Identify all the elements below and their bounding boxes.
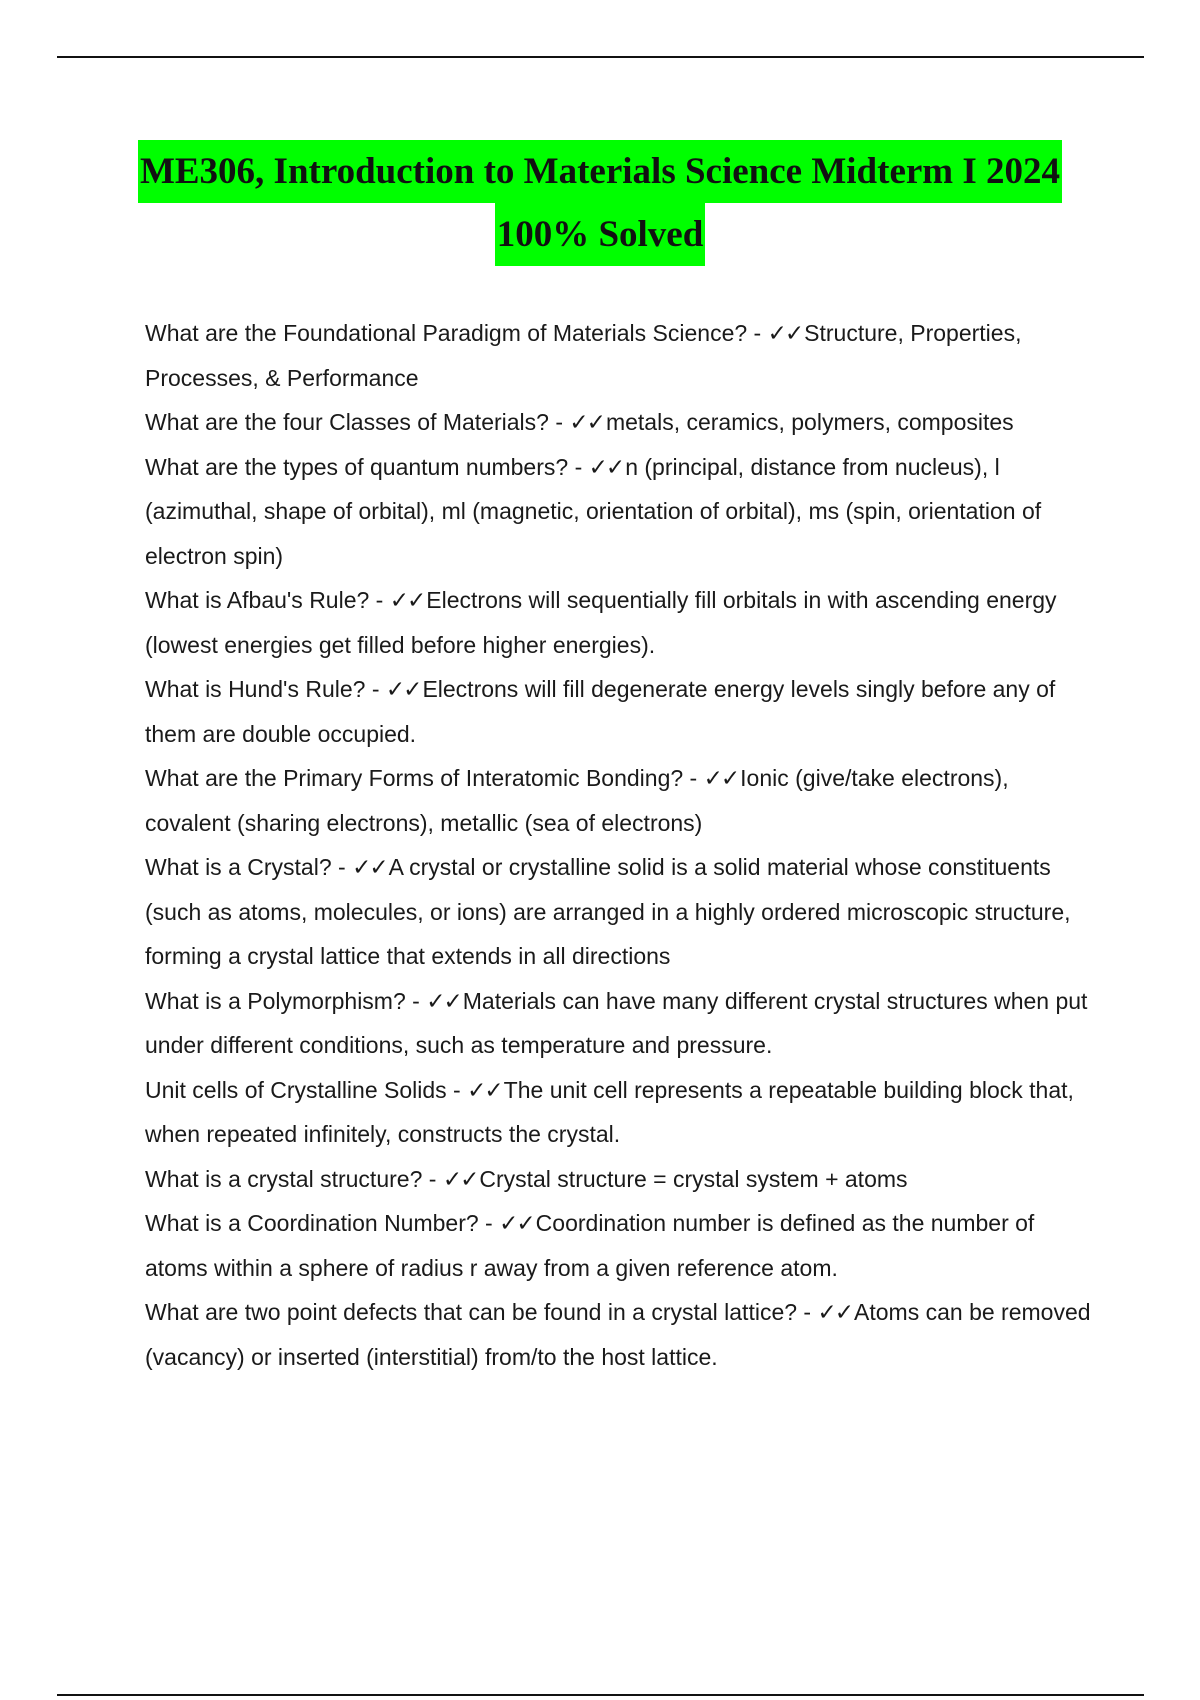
answer: Atoms can be removed (vacancy) or inserted (interstitial) from/to the host lattice. <box>145 1299 1091 1370</box>
answer: Electrons will fill degenerate energy levels singly before any of them are double occupied. <box>145 676 1056 747</box>
qa-item: What is a Crystal? - ✓✓A crystal or crystalline solid is a solid material whose constituents (such as atoms, molecules, or ions) are arranged in a highly ordered microscopic structure, forming a crystal lattice that extends in all directions <box>145 854 1071 969</box>
qa-item: What are the types of quantum numbers? - ✓✓n (principal, distance from nucleus), l (azimuthal, shape of orbital), ml (magnetic, orientation of orbital), ms (spin, orientation of electron spin) <box>145 453 1042 569</box>
qa-item: What is Hund's Rule? - ✓✓Electrons will fill degenerate energy levels singly before any of them are double occupied. <box>145 676 1056 747</box>
answer: metals, ceramics, polymers, composites <box>605 409 1014 435</box>
qa-item: What are the four Classes of Materials? - ✓✓metals, ceramics, polymers, composites <box>145 409 1014 435</box>
question: What is a Crystal? <box>145 854 332 880</box>
check-icon: ✓✓ <box>588 453 624 480</box>
question: What is Hund's Rule? <box>145 676 366 702</box>
qa-item: What are the Foundational Paradigm of Materials Science? - ✓✓Structure, Properties, Processes, & Performance <box>145 320 1022 391</box>
check-icon: ✓✓ <box>426 987 461 1014</box>
check-icon: ✓✓ <box>352 854 387 880</box>
check-icon: ✓✓ <box>467 1076 502 1103</box>
check-icon: ✓✓ <box>442 1165 478 1192</box>
qa-list <box>145 311 1095 1379</box>
qa-item: What is a crystal structure? - ✓✓Crystal structure = crystal system + atoms <box>145 1165 908 1192</box>
check-icon: ✓✓ <box>385 676 421 702</box>
question: What are the Foundational Paradigm of Materials Science? <box>145 320 748 346</box>
check-icon: ✓✓ <box>389 587 425 613</box>
document-title <box>0 140 1200 266</box>
answer: The unit cell represents a repeatable building block that, when repeated infinitely, constructs the crystal. <box>145 1076 1074 1147</box>
question: Unit cells of Crystalline Solids <box>145 1076 447 1103</box>
check-icon: ✓✓ <box>703 765 739 791</box>
answer: Ionic (give/take electrons), covalent (sharing electrons), metallic (sea of electrons) <box>145 765 1009 836</box>
question: What are two point defects that can be found in a crystal lattice? <box>145 1299 798 1325</box>
answer: Materials can have many different crystal structures when put under different conditions, such as temperature and pressure. <box>145 987 1088 1058</box>
answer: n (principal, distance from nucleus), l (azimuthal, shape of orbital), ml (magnetic, orientation of orbital), ms (spin, orientation of electron spin) <box>145 453 1042 569</box>
check-icon: ✓✓ <box>767 320 803 346</box>
question: What is a Coordination Number? <box>145 1210 479 1236</box>
title-line-2: 100% Solved <box>495 203 706 266</box>
question: What is a crystal structure? <box>145 1165 423 1192</box>
top-rule <box>57 56 1144 58</box>
qa-item: Unit cells of Crystalline Solids - ✓✓The unit cell represents a repeatable building block that, when repeated infinitely, constructs the crystal. <box>145 1076 1074 1147</box>
title-line-1: ME306, Introduction to Materials Science Midterm I 2024 <box>138 140 1062 203</box>
answer: Structure, Properties, Processes, & Performance <box>145 320 1022 391</box>
qa-item: What are two point defects that can be found in a crystal lattice? - ✓✓Atoms can be removed (vacancy) or inserted (interstitial) from/to the host lattice. <box>145 1299 1091 1370</box>
qa-item: What is a Polymorphism? - ✓✓Materials can have many different crystal structures when put under different conditions, such as temperature and pressure. <box>145 987 1088 1058</box>
check-icon: ✓✓ <box>569 409 604 435</box>
answer: Electrons will sequentially fill orbitals in with ascending energy (lowest energies get filled before higher energies). <box>145 587 1057 658</box>
qa-item: What is Afbau's Rule? - ✓✓Electrons will sequentially fill orbitals in with ascending energy (lowest energies get filled before higher energies). <box>145 587 1057 658</box>
question: What are the four Classes of Materials? <box>145 409 549 435</box>
bottom-rule <box>57 1694 1144 1696</box>
answer: A crystal or crystalline solid is a solid material whose constituents (such as atoms, molecules, or ions) are arranged in a highly ordered microscopic structure, forming a crystal lattice that extends in all directions <box>145 854 1071 969</box>
check-icon: ✓✓ <box>817 1299 853 1325</box>
question: What is a Polymorphism? <box>145 987 406 1014</box>
check-icon: ✓✓ <box>499 1210 534 1236</box>
qa-item: What are the Primary Forms of Interatomic Bonding? - ✓✓Ionic (give/take electrons), covalent (sharing electrons), metallic (sea of electrons) <box>145 765 1009 836</box>
question: What is Afbau's Rule? <box>145 587 370 613</box>
question: What are the Primary Forms of Interatomic Bonding? <box>145 765 684 791</box>
answer: Coordination number is defined as the number of atoms within a sphere of radius r away from a given reference atom. <box>145 1210 1035 1281</box>
answer: Crystal structure = crystal system + atoms <box>479 1165 908 1192</box>
qa-item: What is a Coordination Number? - ✓✓Coordination number is defined as the number of atoms within a sphere of radius r away from a given reference atom. <box>145 1210 1035 1281</box>
question: What are the types of quantum numbers? <box>145 453 569 480</box>
